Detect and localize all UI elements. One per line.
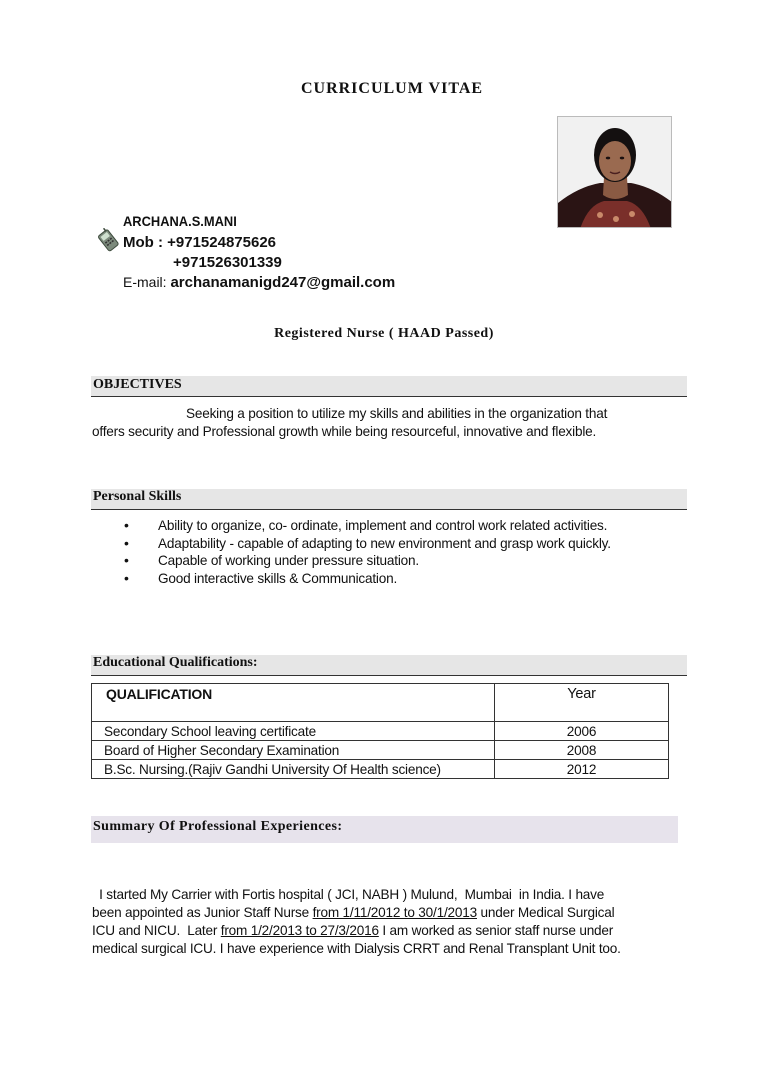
year-cell: 2012 — [495, 760, 669, 779]
table-row — [92, 741, 669, 760]
objective-line-2: offers security and Professional growth while being resourceful, innovative and flexible. — [92, 424, 597, 439]
table-header-row — [92, 684, 669, 722]
junior-staff-dates: from 1/11/2012 to 30/1/2013 — [312, 905, 477, 920]
role-title: Registered Nurse ( HAAD Passed) — [274, 326, 494, 341]
email-address[interactable]: archanamanigd247@gmail.com — [170, 274, 396, 291]
summary-text-segment: been appointed as Junior Staff Nurse — [92, 905, 313, 920]
year-cell: 2008 — [495, 741, 669, 760]
summary-line-4: medical surgical ICU. I have experience with Dialysis CRRT and Renal Transplant Unit too. — [92, 941, 621, 956]
summary-text-segment: I am worked as senior staff nurse under — [378, 923, 614, 938]
objectives-section-header — [91, 376, 687, 397]
list-item: • Adaptability - capable of adapting to new environment and grasp work quickly. — [120, 535, 611, 553]
objective-line-1: Seeking a position to utilize my skills and abilities in the organization that — [186, 406, 608, 421]
profile-photo — [557, 116, 672, 228]
objectives-heading: OBJECTIVES — [93, 377, 182, 392]
email-line — [123, 274, 395, 291]
table-row — [92, 722, 669, 741]
summary-section-header — [91, 816, 678, 843]
summary-line-3 — [92, 922, 672, 940]
senior-staff-dates: from 1/2/2013 to 27/3/2016 — [220, 923, 379, 938]
skills-list — [120, 517, 611, 587]
page-title: CURRICULUM VITAE — [300, 80, 484, 97]
skills-heading: Personal Skills — [93, 489, 182, 504]
summary-text-segment: ICU and NICU. Later — [92, 923, 221, 938]
summary-heading: Summary Of Professional Experiences: — [93, 819, 343, 834]
summary-text-segment: under Medical Surgical — [476, 905, 615, 920]
list-item: • Good interactive skills & Communication. — [120, 570, 611, 588]
mobile-phone-icon — [94, 228, 122, 252]
column-header-year: Year — [495, 684, 669, 722]
summary-line-2 — [92, 904, 672, 922]
summary-line-1: I started My Carrier with Fortis hospital ( JCI, NABH ) Mulund, Mumbai in India. I have — [92, 887, 605, 902]
qualification-cell: Board of Higher Secondary Examination — [92, 741, 495, 760]
mobile-number-primary: Mob : +971524875626 — [123, 234, 277, 251]
objective-text — [92, 405, 662, 441]
list-item: • Ability to organize, co- ordinate, implement and control work related activities. — [120, 517, 611, 535]
education-table — [91, 683, 669, 779]
year-cell: 2006 — [495, 722, 669, 741]
list-item: • Capable of working under pressure situation. — [120, 552, 611, 570]
column-header-qualification: QUALIFICATION — [92, 684, 495, 722]
summary-text — [92, 886, 672, 958]
mobile-number-secondary: +971526301339 — [173, 254, 282, 271]
qualification-cell: Secondary School leaving certificate — [92, 722, 495, 741]
qualification-cell: B.Sc. Nursing.(Rajiv Gandhi University Of Health science) — [92, 760, 495, 779]
education-heading: Educational Qualifications: — [93, 655, 258, 670]
skills-section-header — [91, 489, 687, 510]
table-row — [92, 760, 669, 779]
email-label: E-mail: — [123, 274, 167, 290]
education-section-header — [91, 655, 687, 676]
candidate-name: ARCHANA.S.MANI — [123, 213, 237, 229]
